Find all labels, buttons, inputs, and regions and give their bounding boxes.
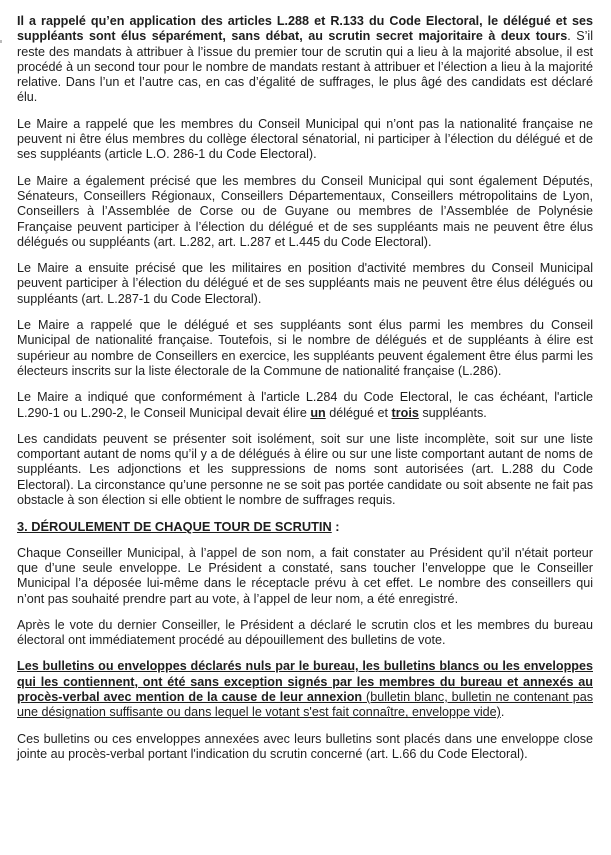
paragraph-vote-procedure: Chaque Conseiller Municipal, à l’appel de son nom, a fait constater au Président qu’il n'était porteur que d’une seule enveloppe. Le Président a constaté, sans toucher l’enveloppe que le Conseiller Municipal l’a déposée lui-même dans le réceptacle prévu à cet effet. Le nombre des conseillers qui n’ont pas souhaité prendre part au vote, à l’appel de leur nom, a été enregistré. (17, 545, 593, 606)
number-text-a: Le Maire a indiqué que conformément à l'article L.284 du Code Electoral, le cas échéant, l'article L.290-1 ou L.290-2, le Conseil Municipal devait élire (17, 390, 593, 420)
null-ballots-end: . (500, 705, 505, 720)
number-text-b: délégué et (325, 405, 392, 420)
voting-rules-bold: Il a rappelé qu’en application des articles L.288 et R.133 du Code Electoral, le délégué et ses suppléants sont élus séparément, sans débat, au scrutin secret majoritaire à deux tours (17, 14, 593, 44)
paragraph-military: Le Maire a ensuite précisé que les militaires en position d'activité membres du Conseil Municipal peuvent participer à l’élection du délégué et de ses suppléants mais ne peuvent être élus délégués ou suppléants (art. L.287-1 du Code Electoral). (17, 261, 593, 306)
section-heading-title: 3. DÉROULEMENT DE CHAQUE TOUR DE SCRUTIN (17, 519, 332, 535)
null-ballots-detail: (bulletin blanc, bulletin ne contenant pas une désignation suffisante ou dans lequel le votant s'est fait connaître, enveloppe vide) (17, 689, 594, 720)
paragraph-voting-rules (17, 14, 593, 106)
section-heading-suffix: : (331, 519, 340, 535)
delegate-count: un (310, 405, 326, 420)
paragraph-null-ballots (17, 659, 593, 720)
scan-mark (0, 40, 2, 43)
voting-rules-text: . S’il reste des mandats à attribuer à l’issue du premier tour de scrutin qui a lieu à la majorité absolue, il est procédé à un second tour pour le nombre de mandats restant à attribuer et l’élection a lieu à la majorité relative. Dans l’un et l’autre cas, en cas d’égalité de suffrages, le plus âgé des candidats est déclaré élu. (17, 29, 594, 105)
paragraph-number-to-elect (17, 390, 593, 421)
paragraph-count: Après le vote du dernier Conseiller, le Président a déclaré le scrutin clos et les membres du bureau électoral ont immédiatement procédé au dépouillement des bulletins de vote. (17, 617, 593, 648)
paragraph-eligibility: Le Maire a rappelé que le délégué et ses suppléants sont élus parmi les membres du Conseil Municipal de nationalité française. Toutefois, si le nombre de délégués et de suppléants à élire est supérieur au nombre de Conseillers en exercice, les suppléants peuvent également être élus parmi les électeurs inscrits sur la liste électorale de la Commune de nationalité française (L.286). (17, 318, 593, 378)
section-heading (17, 519, 593, 534)
null-ballots-bold: Les bulletins ou enveloppes déclarés nuls par le bureau, les bulletins blancs ou les enveloppes qui les contiennent, ont été sans exception signés par les membres du bureau et annexés au procès-verbal avec mention de la cause de leur annexion (17, 659, 593, 704)
paragraph-nationality: Le Maire a rappelé que les membres du Conseil Municipal qui n’ont pas la nationalité française ne peuvent ni être élus membres du collège électoral sénatorial, ni participer à l’élection du délégué et de ses suppléants (article L.O. 286-1 du Code Electoral). (17, 116, 593, 162)
number-text-c: suppléants. (418, 405, 487, 420)
paragraph-elected-officials: Le Maire a également précisé que les membres du Conseil Municipal qui sont également Députés, Sénateurs, Conseillers Régionaux, Conseillers Départementaux, Conseillers métropolitains de Lyon, Conseillers à l’Assemblée de Corse ou de Guyane ou membres de l’Assemblée de Polynésie Française peuvent participer à l’élection du délégué et de ses suppléants mais ne peuvent être élus délégués ou suppléants (art. L.282, art. L.287 et L.445 du Code Electoral). (17, 173, 593, 249)
paragraph-envelopes: Ces bulletins ou ces enveloppes annexées avec leurs bulletins sont placés dans une enveloppe close jointe au procès-verbal portant l'indication du scrutin concerné (art. L.66 du Code Electoral). (17, 731, 593, 761)
substitute-count: trois (391, 405, 419, 420)
paragraph-candidates: Les candidats peuvent se présenter soit isolément, soit sur une liste incomplète, soit sur une liste comportant autant de noms qu’il y a de délégués à élire ou sur une liste comportant autant de noms de suppléants. Les adjonctions et les suppressions de noms sont autorisées (art. L.288 du Code Electoral). La circonstance qu’une personne ne se soit pas portée candidate ou soit absente ne fait pas obstacle à son élection si elle obtient le nombre de suffrages requis. (17, 431, 593, 508)
